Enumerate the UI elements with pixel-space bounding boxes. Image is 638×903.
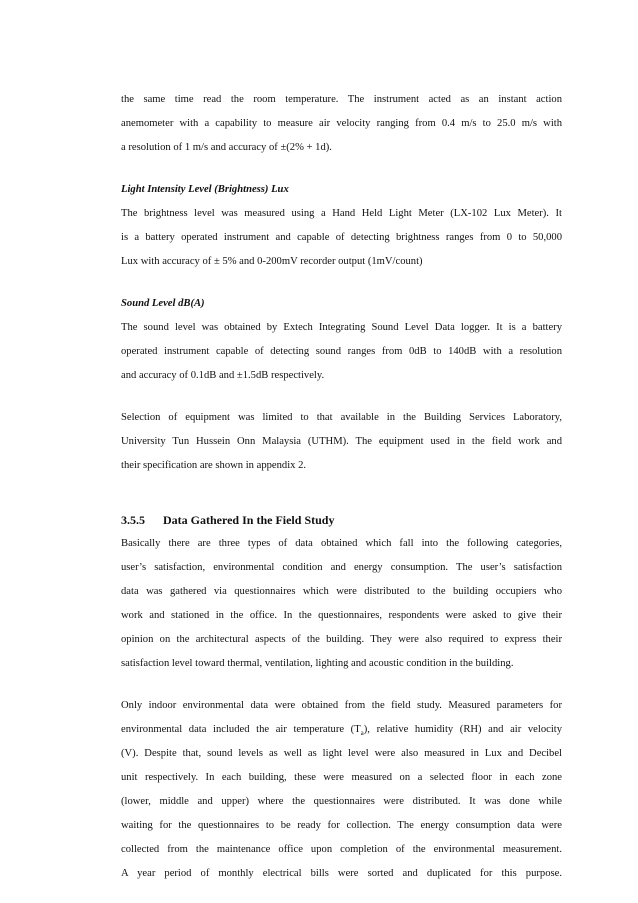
- light-intensity-block: [121, 178, 562, 274]
- text-line: work and stationed in the office. In the questionnaires, respondents were asked to give their: [121, 610, 562, 621]
- text-line: opinion on the architectural aspects of the building. They were also required to express their: [121, 634, 562, 645]
- text-line: Basically there are three types of data obtained which fall into the following categories,: [121, 538, 562, 549]
- text-line: operated instrument capable of detecting sound ranges from 0dB to 140dB with a resolution: [121, 346, 562, 357]
- text-fragment: ), relative humidity (RH) and air velocity: [363, 724, 562, 735]
- text-line: collected from the maintenance office upon completion of the environmental measurement.: [121, 844, 562, 855]
- subheading-light: Light Intensity Level (Brightness) Lux: [121, 184, 289, 195]
- text-line: Only indoor environmental data were obtained from the field study. Measured parameters for: [121, 700, 562, 711]
- text-line: University Tun Hussein Onn Malaysia (UTHM). The equipment used in the field work and: [121, 436, 562, 447]
- equipment-paragraph: [121, 406, 562, 478]
- sound-level-block: [121, 292, 562, 388]
- text-line: unit respectively. In each building, these were measured on a selected floor in each zone: [121, 772, 562, 783]
- indoor-paragraph: [121, 694, 562, 886]
- text-line: Lux with accuracy of ± 5% and 0-200mV recorder output (1mV/count): [121, 256, 423, 267]
- text-line: their specification are shown in appendix 2.: [121, 460, 307, 471]
- subheading-sound: Sound Level dB(A): [121, 298, 205, 309]
- text-line: the same time read the room temperature. The instrument acted as an instant action: [121, 94, 562, 105]
- text-line: a resolution of 1 m/s and accuracy of ±(2% + 1d).: [121, 142, 332, 153]
- text-line: and accuracy of 0.1dB and ±1.5dB respectively.: [121, 370, 325, 381]
- subscript: a: [360, 729, 364, 738]
- text-line: Selection of equipment was limited to that available in the Building Services Laboratory,: [121, 412, 562, 423]
- text-line: is a battery operated instrument and capable of detecting brightness ranges from 0 to 50,000: [121, 232, 562, 243]
- text-fragment: environmental data included the air temperature (T: [121, 724, 361, 735]
- text-line: A year period of monthly electrical bills were sorted and duplicated for this purpose.: [121, 868, 562, 879]
- text-line: data was gathered via questionnaires which were distributed to the building occupiers who: [121, 586, 562, 597]
- section-heading: [121, 508, 562, 532]
- text-line: (V). Despite that, sound levels as well as light level were also measured in Lux and Decibel: [121, 748, 562, 759]
- paragraph-intro: [121, 88, 562, 160]
- text-line: (lower, middle and upper) where the questionnaires were distributed. It was done while: [121, 796, 562, 807]
- document-page: [121, 88, 562, 886]
- text-line-with-subscript: [121, 718, 562, 742]
- text-line: user’s satisfaction, environmental condition and energy consumption. The user’s satisfaction: [121, 562, 562, 573]
- text-line: waiting for the questionnaires to be ready for collection. The energy consumption data were: [121, 820, 562, 831]
- section-title: Data Gathered In the Field Study: [163, 513, 335, 527]
- text-line: The sound level was obtained by Extech Integrating Sound Level Data logger. It is a battery: [121, 322, 562, 333]
- text-line: satisfaction level toward thermal, ventilation, lighting and acoustic condition in the building.: [121, 658, 514, 669]
- categories-paragraph: [121, 532, 562, 676]
- section-number: 3.5.5: [121, 513, 145, 527]
- text-line: The brightness level was measured using a Hand Held Light Meter (LX-102 Lux Meter). It: [121, 208, 562, 219]
- text-line: anemometer with a capability to measure air velocity ranging from 0.4 m/s to 25.0 m/s with: [121, 118, 562, 129]
